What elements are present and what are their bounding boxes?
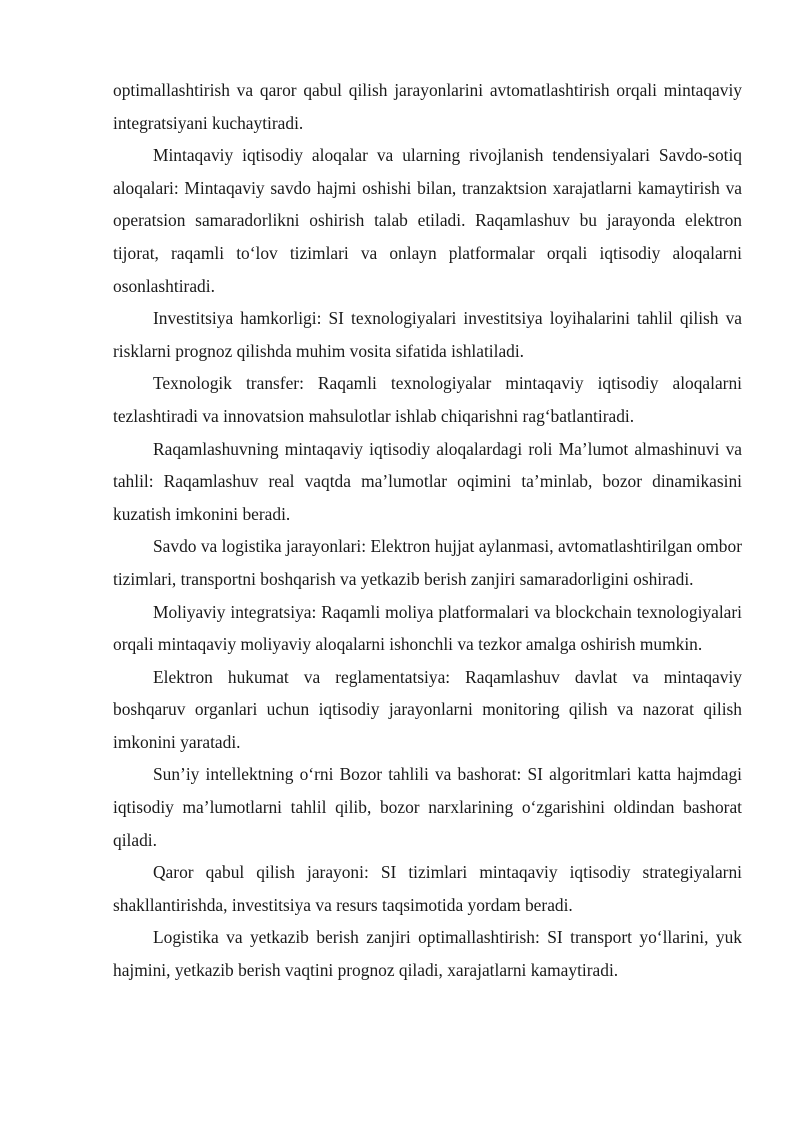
paragraph-trade-logistics: Savdo va logistika jarayonlari: Elektron hujjat aylanmasi, avtomatlashtirilgan ombor tizimlari, transportni boshqarish va yetkazib berish zanjiri samaradorligini oshiradi. xyxy=(113,536,742,589)
paragraph-decision-making: Qaror qabul qilish jarayoni: SI tizimlari mintaqaviy iqtisodiy strategiyalarni shakllantirishda, investitsiya va resurs taqsimotida yordam beradi. xyxy=(113,862,742,915)
paragraph-supply-chain: Logistika va yetkazib berish zanjiri optimallashtirish: SI transport yo‘llarini, yuk hajmini, yetkazib berish vaqtini prognoz qiladi, xarajatlarni kamaytiradi. xyxy=(113,927,742,981)
paragraph-ai-role: Sun’iy intellektning o‘rni Bozor tahlili va bashorat: SI algoritmlari katta hajmdagi iqtisodiy ma’lumotlarni tahlil qilib, bozor narxlarining o‘zgarishini oldindan bashorat qiladi. xyxy=(113,764,742,850)
paragraph-e-government: Elektron hukumat va reglamentatsiya: Raqamlashuv davlat va mintaqaviy boshqaruv organlari uchun iqtisodiy jarayonlarni monitoring qilish va nazorat qilish imkonini yaratadi. xyxy=(113,666,742,752)
paragraph-continuation: optimallashtirish va qaror qabul qilish jarayonlarini avtomatlashtirish orqali mintaqaviy integratsiyani kuchaytiradi. xyxy=(113,80,742,133)
paragraph-investment-cooperation: Investitsiya hamkorligi: SI texnologiyalari investitsiya loyihalarini tahlil qilish va risklarni prognoz qilishda muhim vosita sifatida ishlatiladi. xyxy=(113,308,742,361)
document-page xyxy=(113,74,742,987)
paragraph-financial-integration: Moliyaviy integratsiya: Raqamli moliya platformalari va blockchain texnologiyalari orqali mintaqaviy moliyaviy aloqalarni ishonchli va tezkor amalga oshirish mumkin. xyxy=(113,601,742,655)
paragraph-digitalization-role: Raqamlashuvning mintaqaviy iqtisodiy aloqalardagi roli Ma’lumot almashinuvi va tahlil: Raqamlashuv real vaqtda ma’lumotlar oqimini ta’minlab, bozor dinamikasini kuzatish imkonini beradi. xyxy=(113,438,742,524)
paragraph-trade-relations: Mintaqaviy iqtisodiy aloqalar va ularning rivojlanish tendensiyalari Savdo-sotiq aloqalari: Mintaqaviy savdo hajmi oshishi bilan, tranzaktsion xarajatlarni kamaytirish va operatsion samaradorlikni oshirish talab etiladi. Raqamlashuv bu jarayonda elektron tijorat, raqamli to‘lov tizimlari va onlayn platformalar orqali iqtisodiy aloqalarni osonlashtiradi. xyxy=(113,145,742,296)
paragraph-technology-transfer: Texnologik transfer: Raqamli texnologiyalar mintaqaviy iqtisodiy aloqalarni tezlashtiradi va innovatsion mahsulotlar ishlab chiqarishni rag‘batlantiradi. xyxy=(113,373,742,426)
